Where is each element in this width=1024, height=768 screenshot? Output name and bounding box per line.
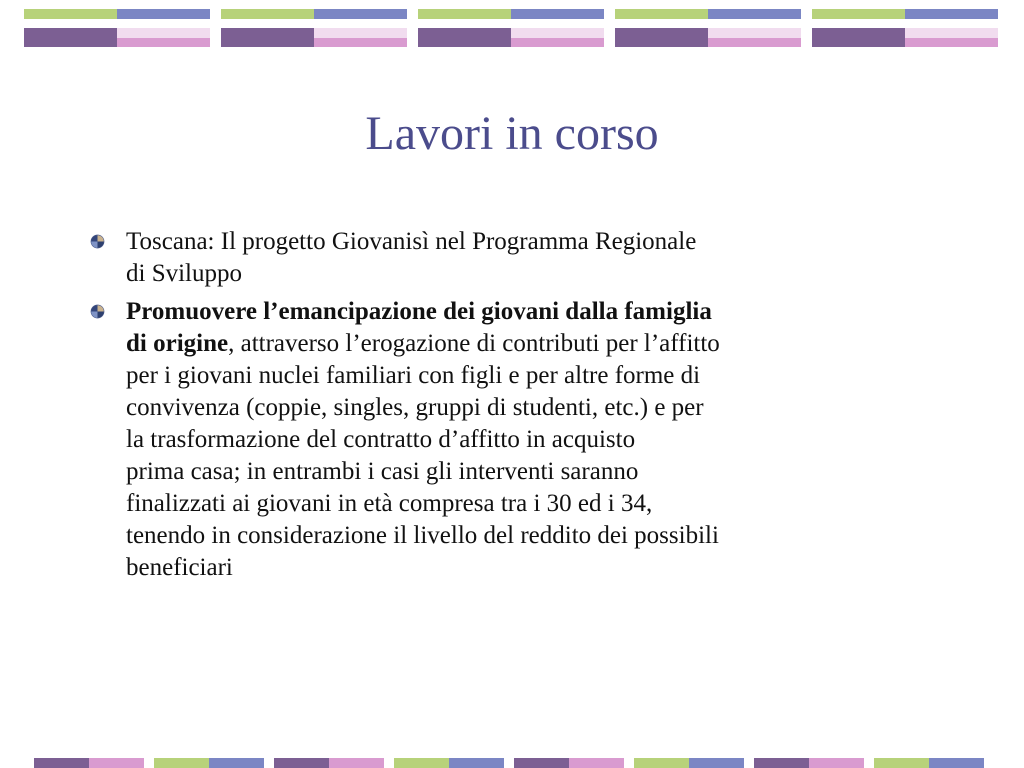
top-band-block (221, 9, 407, 47)
bottom-band-block (754, 758, 864, 768)
bottom-band-block (514, 758, 624, 768)
bullet-text (126, 296, 946, 584)
top-band-block (615, 9, 801, 47)
bullet-list (90, 226, 946, 590)
bottom-band-block (274, 758, 384, 768)
top-band-block (418, 9, 604, 47)
bottom-decorative-band (34, 758, 994, 768)
bullet-bold-text: Promuovere l’emancipazione dei giovani dalla famiglia di origine (126, 298, 712, 357)
top-band-block (812, 9, 998, 47)
bottom-band-block (874, 758, 984, 768)
quartered-circle-bullet-icon (90, 304, 105, 319)
bottom-band-block (634, 758, 744, 768)
bottom-band-block (34, 758, 144, 768)
bullet-regular-text: , attraverso l’erogazione di contributi per l’affitto per i giovani nuclei familiari con figli e per altre forme di convivenza (coppie, singles, gruppi di studenti, etc.) e per la trasformazione del contratto d’affitto in acquisto prima casa; in entrambi i casi gli interventi saranno finalizzati ai giovani in età compresa tra i 30 ed i 34, tenendo in considerazione il livello del reddito dei possibili beneficiari (126, 330, 720, 581)
bottom-band-block (154, 758, 264, 768)
bullet-item (90, 226, 946, 290)
bullet-text: Toscana: Il progetto Giovanisì nel Programma Regionale di Sviluppo (126, 228, 697, 287)
top-band-block (24, 9, 210, 47)
top-decorative-band (24, 9, 1000, 47)
slide-title: Lavori in corso (365, 107, 659, 160)
bottom-band-block (394, 758, 504, 768)
bullet-item (90, 296, 946, 584)
quartered-circle-bullet-icon (90, 234, 105, 249)
